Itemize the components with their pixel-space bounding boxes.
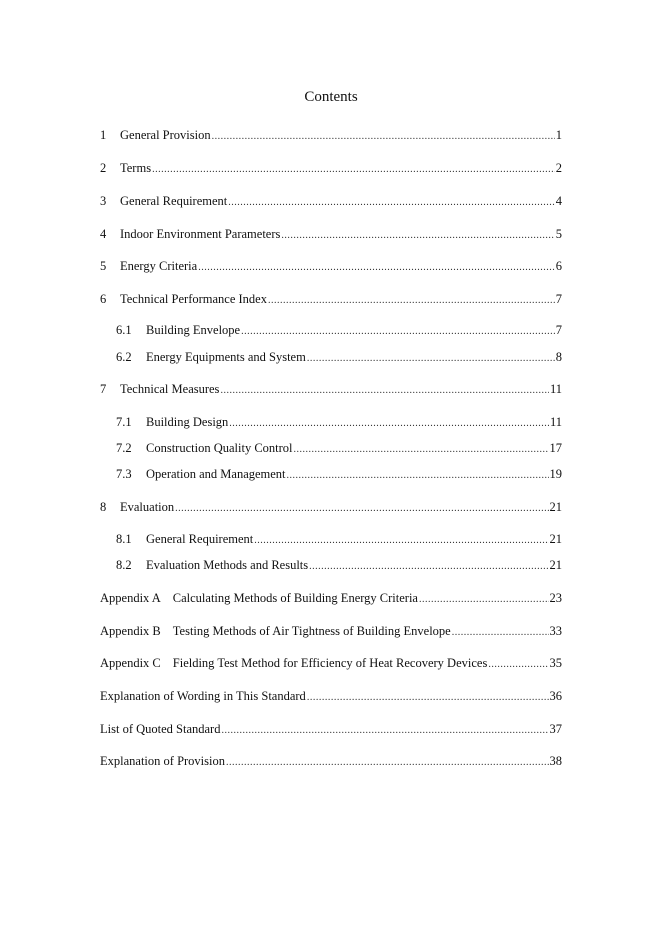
- toc-entry-number: 7.2: [116, 441, 132, 455]
- toc-entry-number: 6: [100, 292, 107, 306]
- toc-entry-page: 19: [549, 467, 562, 481]
- toc-entry-page: 21: [549, 558, 562, 572]
- toc-entry-title: Technical Measures: [120, 382, 220, 396]
- toc-dot-leader: [488, 655, 548, 673]
- toc-entry-page: 21: [549, 532, 562, 546]
- toc-dot-leader: [220, 381, 549, 399]
- toc-entry-number: 8.2: [116, 558, 132, 572]
- toc-dot-leader: [307, 688, 549, 706]
- toc-entry-title: Energy Criteria: [120, 259, 198, 273]
- toc-dot-leader: [152, 160, 555, 178]
- toc-entry-title: Terms: [120, 161, 152, 175]
- toc-entry-title: Evaluation Methods and Results: [146, 558, 309, 572]
- toc-entry-title: Testing Methods of Air Tightness of Building Envelope: [172, 624, 451, 638]
- toc-entry-provision[interactable]: [100, 753, 562, 771]
- toc-entry-page: 1: [555, 128, 562, 142]
- toc-entry-page: 11: [549, 415, 562, 429]
- toc-entry-number: 8: [100, 500, 107, 514]
- toc-entry-5[interactable]: [100, 258, 562, 276]
- toc-dot-leader: [226, 753, 549, 771]
- toc-entry-title: General Provision: [120, 128, 211, 142]
- toc-entry-title: Indoor Environment Parameters: [120, 227, 281, 241]
- toc-entry-7[interactable]: [100, 381, 562, 399]
- toc-entry-page: 23: [549, 591, 562, 605]
- toc-entry-page: 21: [549, 500, 562, 514]
- toc-entry-7-2[interactable]: [116, 440, 562, 458]
- toc-entry-page: 36: [549, 689, 562, 703]
- toc-entry-number: 4: [100, 227, 107, 241]
- toc-entry-number: 7.1: [116, 415, 132, 429]
- toc-entry-number: 5: [100, 259, 107, 273]
- toc-entry-number: 2: [100, 161, 107, 175]
- toc-dot-leader: [175, 499, 548, 517]
- toc-entry-page: 17: [549, 441, 562, 455]
- toc-dot-leader: [419, 590, 549, 608]
- toc-title: Contents: [304, 89, 358, 105]
- toc-dot-leader: [268, 291, 555, 309]
- toc-entry-title: General Requirement: [146, 532, 254, 546]
- toc-entry-page: 7: [555, 292, 562, 306]
- toc-dot-leader: [221, 721, 548, 739]
- toc-dot-leader: [228, 193, 555, 211]
- toc-entry-number: 3: [100, 194, 107, 208]
- toc-entry-title: Technical Performance Index: [120, 292, 267, 306]
- toc-dot-leader: [287, 466, 549, 484]
- toc-dot-leader: [229, 414, 549, 432]
- toc-entry-title: List of Quoted Standard: [100, 722, 221, 736]
- toc-entry-page: 4: [555, 194, 562, 208]
- toc-dot-leader: [254, 531, 548, 549]
- toc-entry-title: Explanation of Wording in This Standard: [100, 689, 306, 703]
- toc-dot-leader: [452, 623, 549, 641]
- toc-entry-number: Appendix C: [100, 656, 161, 670]
- toc-entry-number: 6.2: [116, 350, 132, 364]
- toc-entry-2[interactable]: [100, 160, 562, 178]
- toc-dot-leader: [281, 226, 554, 244]
- toc-entry-page: 37: [549, 722, 562, 736]
- toc-entry-number: 7: [100, 382, 107, 396]
- toc-entry-quoted-standard[interactable]: [100, 721, 562, 739]
- toc-entry-3[interactable]: [100, 193, 562, 211]
- toc-entry-title: Operation and Management: [146, 467, 286, 481]
- toc-entry-page: 8: [555, 350, 562, 364]
- toc-entry-appendix-b[interactable]: [100, 623, 562, 641]
- toc-entry-page: 2: [555, 161, 562, 175]
- toc-entry-page: 6: [555, 259, 562, 273]
- toc-entry-page: 11: [549, 382, 562, 396]
- toc-entry-number: 1: [100, 128, 107, 142]
- toc-entry-title: General Requirement: [120, 194, 228, 208]
- toc-entry-page: 33: [549, 624, 562, 638]
- toc-dot-leader: [294, 440, 549, 458]
- toc-entry-title: Construction Quality Control: [146, 441, 293, 455]
- toc-entry-title: Fielding Test Method for Efficiency of Heat Recovery Devices: [172, 656, 488, 670]
- toc-entry-8-2[interactable]: [116, 557, 562, 575]
- toc-entry-title: Explanation of Provision: [100, 754, 225, 768]
- toc-entry-1[interactable]: [100, 127, 562, 145]
- toc-entry-number: 6.1: [116, 323, 132, 337]
- toc-entry-6-2[interactable]: [116, 349, 562, 367]
- toc-entry-page: 35: [549, 656, 562, 670]
- toc-entry-number: Appendix A: [100, 591, 161, 605]
- toc-entry-4[interactable]: [100, 226, 562, 244]
- toc-entry-title: Building Envelope: [146, 323, 241, 337]
- toc-entry-number: Appendix B: [100, 624, 161, 638]
- toc-entry-appendix-c[interactable]: [100, 655, 562, 673]
- toc-entry-number: 7.3: [116, 467, 132, 481]
- toc-entry-7-1[interactable]: [116, 414, 562, 432]
- toc-entry-8-1[interactable]: [116, 531, 562, 549]
- toc-entry-title: Evaluation: [120, 500, 175, 514]
- toc-entry-page: 38: [549, 754, 562, 768]
- toc-entry-6-1[interactable]: [116, 322, 562, 340]
- toc-dot-leader: [198, 258, 555, 276]
- toc-entry-7-3[interactable]: [116, 466, 562, 484]
- toc-entry-page: 5: [555, 227, 562, 241]
- toc-entry-appendix-a[interactable]: [100, 590, 562, 608]
- toc-dot-leader: [212, 127, 555, 145]
- toc-entry-8[interactable]: [100, 499, 562, 517]
- toc-entry-wording[interactable]: [100, 688, 562, 706]
- toc-dot-leader: [309, 557, 548, 575]
- toc-entry-title: Energy Equipments and System: [146, 350, 306, 364]
- toc-dot-leader: [241, 322, 555, 340]
- toc-entry-number: 8.1: [116, 532, 132, 546]
- toc-entry-page: 7: [555, 323, 562, 337]
- toc-entry-title: Building Design: [146, 415, 229, 429]
- toc-dot-leader: [307, 349, 555, 367]
- toc-entry-title: Calculating Methods of Building Energy Criteria: [172, 591, 418, 605]
- toc-entry-6[interactable]: [100, 291, 562, 309]
